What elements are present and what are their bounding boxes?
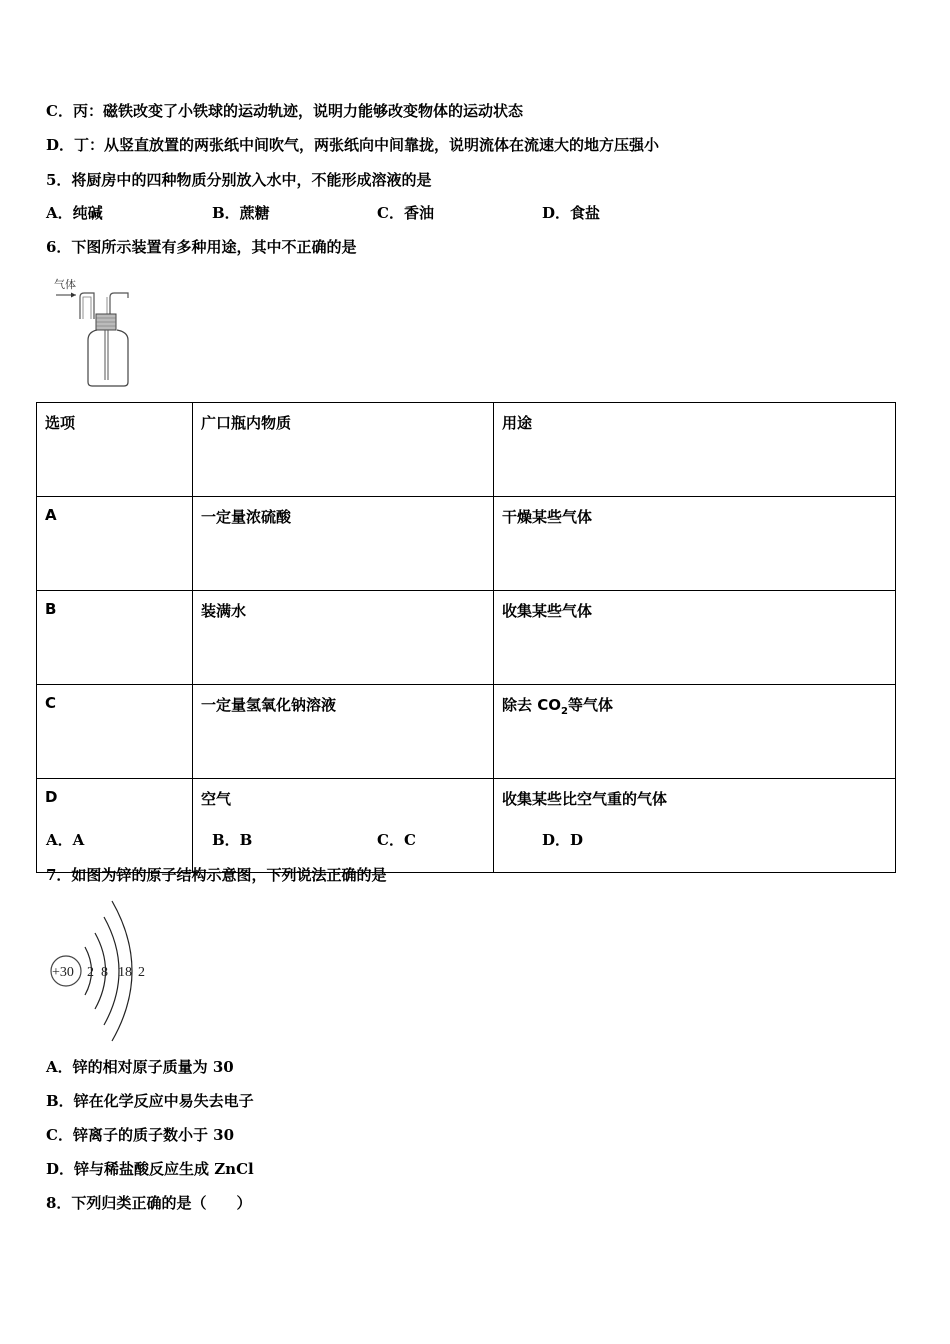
row-usage: 收集某些气体 [494,591,896,685]
q6-options [46,830,746,850]
q7-option-c: C．锌离子的质子数小于 30 [46,1126,235,1144]
row-option: A [37,497,193,591]
row-option: B [37,591,193,685]
nucleus-charge: +30 [52,965,74,980]
shell-3-electrons: 18 [118,965,132,980]
shell-1-electrons: 2 [87,965,94,980]
usage-subscript: 2 [560,706,568,717]
q6-option-a: A．A [46,831,85,849]
q4-option-c: C．丙：磁铁改变了小铁球的运动轨迹，说明力能够改变物体的运动状态 [46,102,523,120]
q7-option-a: A．锌的相对原子质量为 30 [46,1058,234,1076]
q6-option-b: B．B [212,831,253,849]
shell-2-electrons: 8 [101,965,108,980]
q6-option-d: D．D [542,831,584,849]
table-row [37,497,896,591]
row-substance: 一定量浓硫酸 [193,497,494,591]
q6-stem: 6．下图所示装置有多种用途，其中不正确的是 [46,238,357,256]
q6-option-c: C．C [377,831,416,849]
row-usage: 干燥某些气体 [494,497,896,591]
q5-options [46,203,746,223]
row-usage: 收集某些比空气重的气体 [494,779,896,873]
row-substance: 空气 [193,779,494,873]
gas-washing-bottle-figure [50,274,145,390]
row-substance: 装满水 [193,591,494,685]
zinc-atom-structure-diagram [40,895,160,1045]
q7-stem: 7．如图为锌的原子结构示意图，下列说法正确的是 [46,866,387,884]
row-usage [494,685,896,779]
q8-stem: 8．下列归类正确的是（ ） [46,1194,252,1212]
q5-option-a: A．纯碱 [46,204,103,222]
q7-option-d: D．锌与稀盐酸反应生成 ZnCl [46,1160,254,1178]
row-option: C [37,685,193,779]
table-header-row [37,403,896,497]
row-substance: 一定量氢氧化钠溶液 [193,685,494,779]
q5-option-b: B．蔗糖 [212,204,270,222]
gas-label: 气体 [54,279,76,291]
table-row [37,779,896,873]
q5-option-d: D．食盐 [542,204,601,222]
usage-text-pre: 除去 CO [502,696,561,714]
q5-stem: 5．将厨房中的四种物质分别放入水中，不能形成溶液的是 [46,171,432,189]
q4-option-d: D．丁：从竖直放置的两张纸中间吹气，两张纸向中间靠拢，说明流体在流速大的地方压强小 [46,136,660,154]
header-substance: 广口瓶内物质 [193,403,494,497]
usage-text-post: 等气体 [567,696,613,714]
table-row [37,685,896,779]
shell-4-electrons: 2 [138,965,145,980]
header-usage: 用途 [494,403,896,497]
row-option: D [37,779,193,873]
table-row [37,591,896,685]
q5-option-c: C．香油 [377,204,434,222]
q7-option-b: B．锌在化学反应中易失去电子 [46,1092,254,1110]
header-option: 选项 [37,403,193,497]
q6-table [36,402,896,873]
